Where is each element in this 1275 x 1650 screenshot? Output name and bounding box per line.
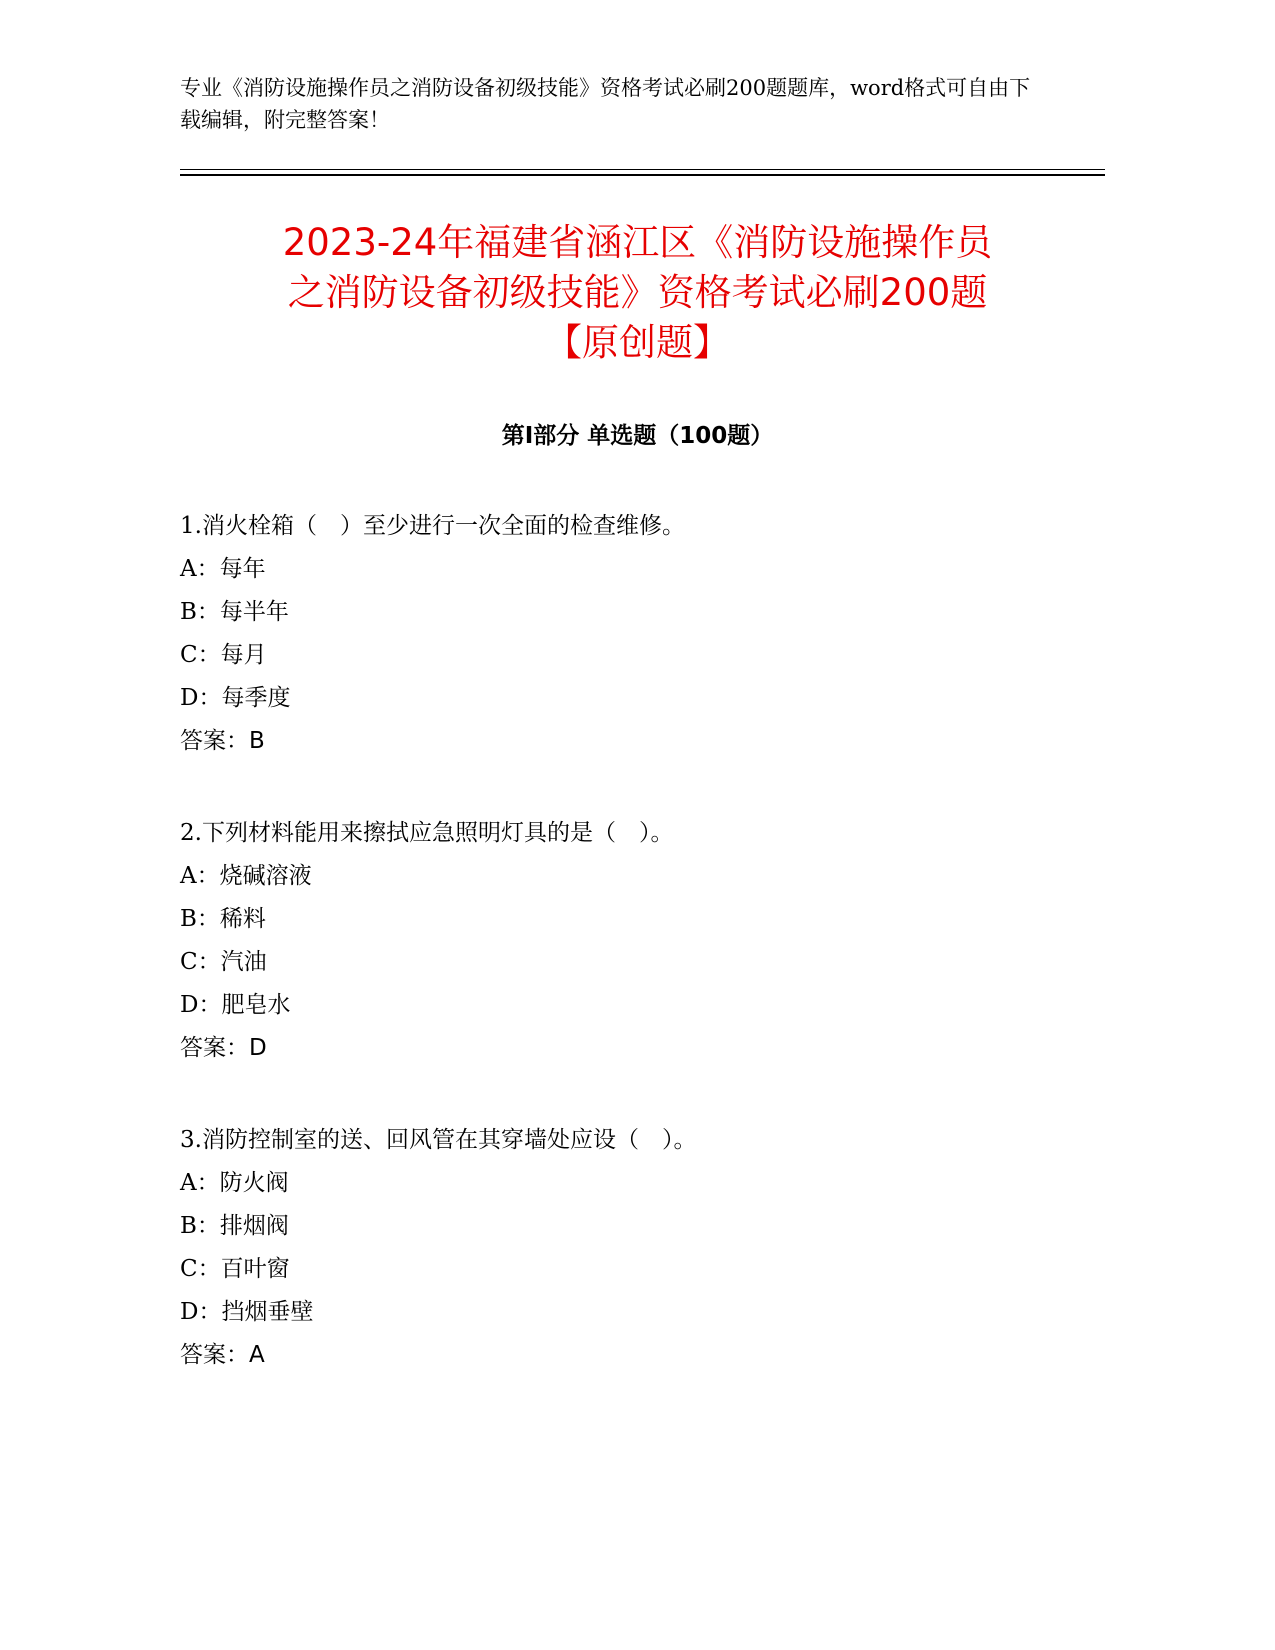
option-d: D：挡烟垂壁 [180, 1299, 314, 1325]
question-1 [180, 505, 1110, 763]
option-c: C：百叶窗 [180, 1256, 290, 1282]
header-divider-thick [180, 174, 1105, 176]
answer: 答案：D [180, 1035, 267, 1061]
option-a: A：每年 [180, 556, 266, 582]
option-d: D：每季度 [180, 685, 291, 711]
section-heading: 第Ⅰ部分 单选题（100题） [501, 423, 774, 449]
answer: 答案：A [180, 1342, 265, 1368]
option-b: B：每半年 [180, 599, 289, 625]
document-intro: 专业《消防设施操作员之消防设备初级技能》资格考试必刷200题题库，word格式可自由下载编辑，附完整答案！ [180, 76, 1031, 132]
answer: 答案：B [180, 728, 265, 754]
title-line-1: 2023-24年福建省涵江区《消防设施操作员 [282, 221, 993, 264]
option-a: A：防火阀 [180, 1170, 289, 1196]
question-list [180, 505, 1110, 1426]
option-b: B：排烟阀 [180, 1213, 289, 1239]
title-line-2: 之消防设备初级技能》资格考试必刷200题 [287, 271, 988, 314]
question-2 [180, 812, 1110, 1070]
header-divider-thin [180, 169, 1105, 170]
option-c: C：每月 [180, 642, 267, 668]
option-c: C：汽油 [180, 949, 267, 975]
option-d: D：肥皂水 [180, 992, 291, 1018]
question-stem: 1.消火栓箱（ ）至少进行一次全面的检查维修。 [180, 513, 685, 539]
option-a: A：烧碱溶液 [180, 863, 312, 889]
option-b: B：稀料 [180, 906, 266, 932]
title-line-3: 【原创题】 [545, 321, 730, 364]
question-3 [180, 1119, 1110, 1377]
question-stem: 2.下列材料能用来擦拭应急照明灯具的是（ ）。 [180, 820, 674, 846]
document-title [160, 218, 1115, 368]
question-stem: 3.消防控制室的送、回风管在其穿墙处应设（ ）。 [180, 1127, 697, 1153]
